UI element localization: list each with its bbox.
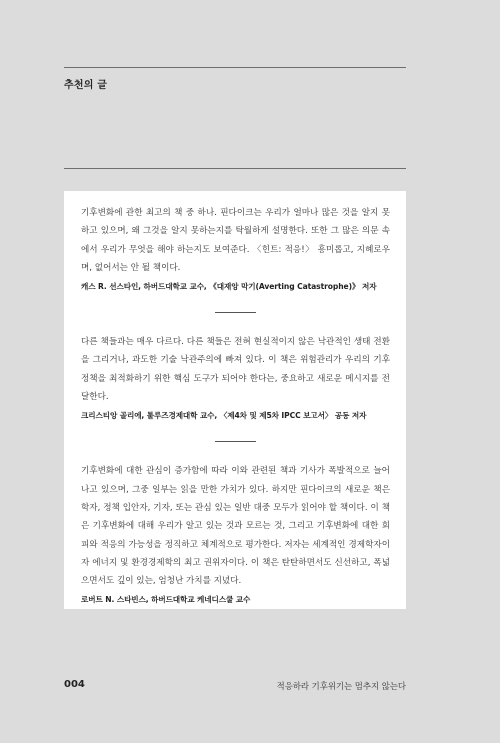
endorsement-2 xyxy=(81,333,390,422)
endorsement-divider xyxy=(215,312,256,313)
endorsement-attribution: 크리스티앙 골리에, 툴루즈경제대학 교수, 〈제4차 및 제5차 IPCC 보고서〉 공동 저자 xyxy=(81,411,367,421)
section-title: 추천의 글 xyxy=(64,80,108,91)
endorsement-list xyxy=(81,204,390,606)
page-number: 004 xyxy=(64,679,85,690)
title-bottom-rule xyxy=(64,168,406,169)
top-rule xyxy=(64,67,406,68)
endorsement-attribution: 캐스 R. 선스타인, 하버드대학교 교수, 《대재앙 막기(Averting Catastrophe)》 저자 xyxy=(81,282,377,292)
endorsement-attribution: 로버트 N. 스타빈스, 하버드대학교 케네디스쿨 교수 xyxy=(81,595,251,605)
running-title: 적응하라 기후위기는 멈추지 않는다 xyxy=(276,681,406,691)
endorsement-quote: 기후변화에 대한 관심이 증가함에 따라 이와 관련된 책과 기사가 폭발적으로 늘어나고 있으며, 그중 일부는 읽을 만한 가치가 있다. 하지만 핀다이크의 새로운 책은 학자, 정책 입안자, 기자, 또는 관심 있는 일반 대중 모두가 읽어야 할 책이다. 이 책은 기후변화에 대해 우리가 알고 있는 것과 모르는 것, 그리고 기후변화에 대한 회피와 적응의 가능성을 정직하고 체계적으로 평가한다. 저자는 세계적인 경제학자이자 에너지 및 환경경제학의 최고 권위자이다. 이 책은 탄탄하면서도 신선하고, 폭넓으면서도 깊이 있는, 엄청난 가치를 지녔다. xyxy=(81,466,390,587)
endorsement-box xyxy=(64,191,406,609)
endorsement-divider xyxy=(215,441,256,442)
endorsement-quote: 다른 책들과는 매우 다르다. 다른 책들은 전혀 현실적이지 않은 낙관적인 생태 전환을 그리거나, 과도한 기술 낙관주의에 빠져 있다. 이 책은 위험관리가 우리의 기후 정책을 최적화하기 위한 핵심 도구가 되어야 한다는, 중요하고 새로운 메시지를 전달한다. xyxy=(81,337,390,403)
endorsement-3 xyxy=(81,462,390,606)
endorsement-quote: 기후변화에 관한 최고의 책 중 하나. 핀다이크는 우리가 얼마나 많은 것을 알지 못하고 있으며, 왜 그것을 알지 못하는지를 탁월하게 설명한다. 또한 그 많은 의문 속에서 우리가 무엇을 해야 하는지도 보여준다. 〈힌트: 적응!〉 흥미롭고, 지혜로우며, 없어서는 안 될 책이다. xyxy=(81,208,390,273)
endorsement-1 xyxy=(81,204,390,293)
